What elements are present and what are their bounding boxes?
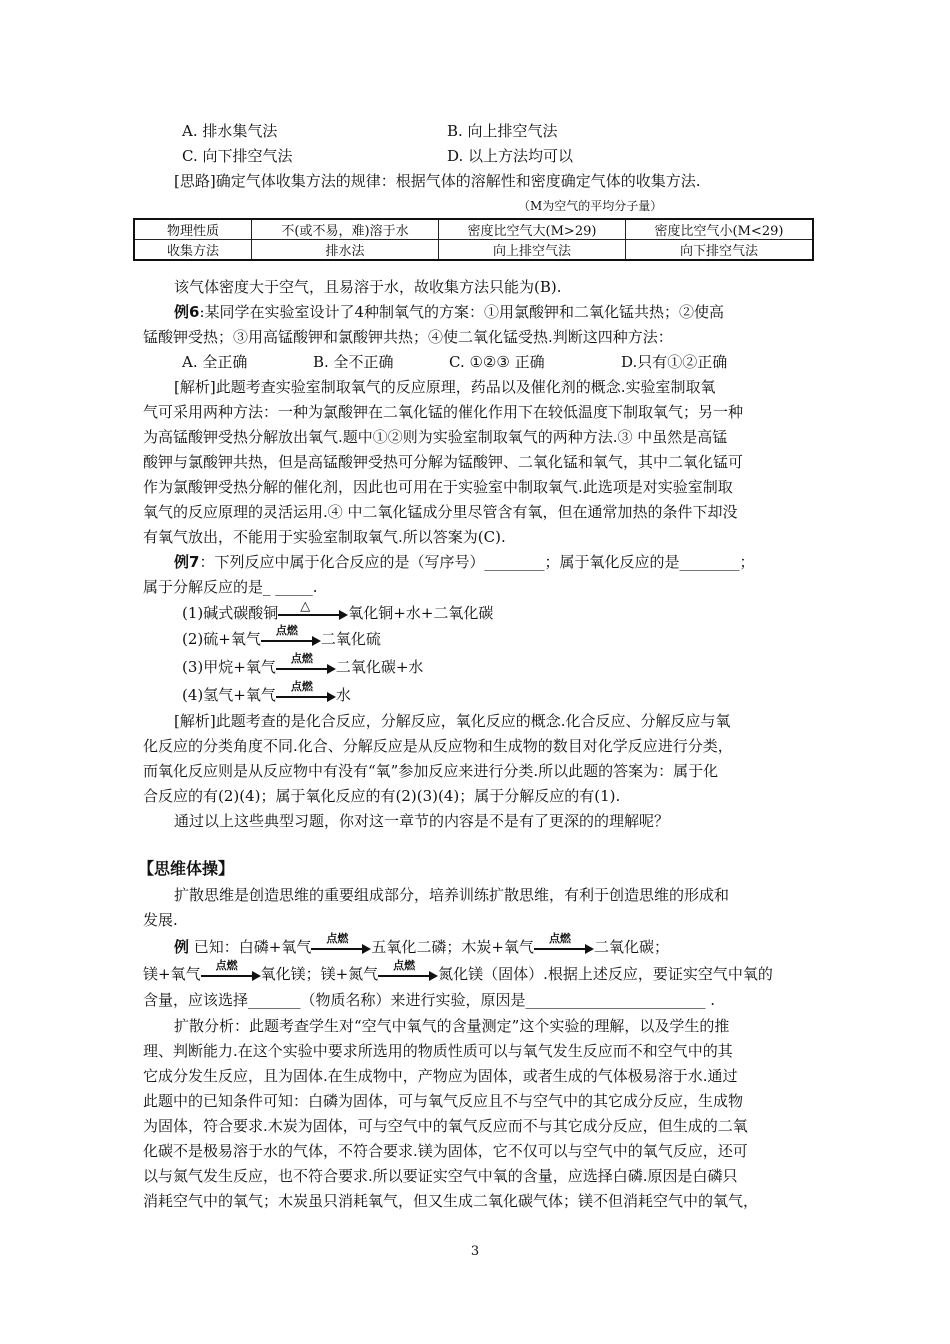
ignite-arrow-icon xyxy=(276,652,336,677)
product: 水 xyxy=(335,686,351,704)
ignite-arrow-icon xyxy=(276,680,336,705)
paragraph-line: 氧气的反应原理的灵活运用.④ 中二氧化锰成分里尽管含有氧，但在通常加热的条件下却没 xyxy=(143,503,738,521)
example-6-text: :某同学在实验室设计了4种制氧气的方案：①用氯酸钾和二氧化锰共热；②使高 xyxy=(199,303,725,321)
condition-label: 点燃 xyxy=(548,932,571,945)
paragraph-line: 合反应的有(2)(4)；属于氧化反应的有(2)(3)(4)；属于分解反应的有(1). xyxy=(143,787,621,805)
table-cell: 排水法 xyxy=(252,240,439,261)
example-text: 氮化镁（固体）.根据上述反应，要证实空气中氧的 xyxy=(438,965,773,983)
ignite-arrow-icon xyxy=(311,932,371,957)
example-7-text: ：下列反应中属于化合反应的是（写序号）________；属于氧化反应的是________； xyxy=(199,553,755,571)
example-text: 二氧化碳； xyxy=(593,938,669,956)
example-6-option-c: C. ①②③ 正确 xyxy=(449,353,545,371)
example-6-line1 xyxy=(174,302,724,322)
paragraph-line: 酸钾与氯酸钾共热，但是高锰酸钾受热可分解为锰酸钾、二氧化锰和氧气，其中二氧化锰可 xyxy=(143,453,744,471)
ignite-arrow-icon xyxy=(378,959,438,984)
paragraph-line: 而氧化反应则是从反应物中有没有“氧”参加反应来进行分类.所以此题的答案为：属于化 xyxy=(143,762,719,780)
table-note: （M为空气的平均分子量） xyxy=(518,199,663,213)
table-row xyxy=(134,219,813,240)
table-cell: 收集方法 xyxy=(134,240,252,261)
product: 二氧化硫 xyxy=(320,630,381,648)
option-a: A. 排水集气法 xyxy=(182,122,278,140)
option-b: B. 向上排空气法 xyxy=(447,122,558,140)
example-6-option-d: D.只有①②正确 xyxy=(621,353,728,371)
option-d: D. 以上方法均可以 xyxy=(447,147,574,165)
product: 氧化铜+水+二氧化碳 xyxy=(348,604,494,622)
ignite-arrow-icon xyxy=(534,932,594,957)
example-7-line2: 属于分解反应的是_ _____. xyxy=(143,578,318,596)
table-cell: 向上排空气法 xyxy=(439,240,626,261)
example-7-line1 xyxy=(174,552,754,572)
condition-label: 点燃 xyxy=(290,680,313,693)
example-6-label: 例6 xyxy=(174,303,200,321)
reactant: (3)甲烷+氧气 xyxy=(182,658,276,676)
condition-label: 点燃 xyxy=(215,959,238,972)
table-cell: 密度比空气大(M>29) xyxy=(439,219,626,240)
paragraph-line: 扩散思维是创造思维的重要组成部分，培养训练扩散思维，有利于创造思维的形成和 xyxy=(174,886,730,904)
table-cell: 物理性质 xyxy=(134,219,252,240)
paragraph-line: 化反应的分类角度不同.化合、分解反应是从反应物和生成物的数目对化学反应进行分类， xyxy=(143,737,733,755)
reaction-3 xyxy=(182,652,424,677)
table-row xyxy=(134,240,813,261)
example-text: 氧化镁；镁+氮气 xyxy=(260,965,379,983)
example-6-option-a: A. 全正确 xyxy=(182,353,248,371)
product: 二氧化碳+水 xyxy=(335,658,424,676)
paragraph-line: 以与氮气发生反应，也不符合要求.所以要证实空气中氧的含量，应选择白磷.原因是白磷只 xyxy=(143,1167,738,1185)
example-label: 例 xyxy=(174,938,190,956)
example-6-line2: 锰酸钾受热；③用高锰酸钾和氯酸钾共热；④使二氧化锰受热.判断这四种方法： xyxy=(143,328,673,346)
paragraph-line: 理、判断能力.在这个实验中要求所选用的物质性质可以与氧气发生反应而不和空气中的其 xyxy=(143,1042,733,1060)
reaction-2 xyxy=(182,624,381,649)
reaction-4 xyxy=(182,680,351,705)
example-line1 xyxy=(174,932,669,957)
heat-arrow-icon xyxy=(278,599,348,623)
paragraph-line: [解析]此题考查实验室制取氧气的反应原理，药品以及催化剂的概念.实验室制取氧 xyxy=(174,378,716,396)
paragraph-line: 为固体，符合要求.木炭为固体，可与空气中的氧气反应而不与其它成分反应，但生成的二氧 xyxy=(143,1117,748,1135)
condition-label: 点燃 xyxy=(290,652,313,665)
siluo-text: [思路]确定气体收集方法的规律：根据气体的溶解性和密度确定气体的收集方法. xyxy=(174,172,701,190)
reactant: (1)碱式碳酸铜 xyxy=(182,604,279,622)
table-cell: 不(或不易，难)溶于水 xyxy=(252,219,439,240)
paragraph-line: 作为氯酸钾受热分解的催化剂，因此也可用在于实验室中制取氧气.此选项是对实验室制取 xyxy=(143,478,733,496)
ignite-arrow-icon xyxy=(261,624,321,649)
reactant: (4)氢气+氧气 xyxy=(182,686,276,704)
paragraph-line: 气可采用两种方法：一种为氯酸钾在二氧化锰的催化作用下在较低温度下制取氧气；另一种 xyxy=(143,403,744,421)
reaction-1 xyxy=(182,599,494,623)
paragraph-line: 消耗空气中的氧气；木炭虽只消耗氧气，但又生成二氧化碳气体；镁不但消耗空气中的氧气， xyxy=(143,1192,759,1210)
table-cell: 密度比空气小(M<29) xyxy=(626,219,814,240)
example-6-option-b: B. 全不正确 xyxy=(313,353,394,371)
example-text: 镁+氧气 xyxy=(143,965,201,983)
paragraph-line: [解析]此题考查的是化合反应，分解反应，氧化反应的概念.化合反应、分解反应与氧 xyxy=(174,712,731,730)
reactant: (2)硫+氧气 xyxy=(182,630,261,648)
paragraph-line: 发展. xyxy=(143,911,178,929)
gas-collection-table xyxy=(133,218,814,261)
condition-label: 点燃 xyxy=(275,624,298,637)
section-title: 【思维体操】 xyxy=(138,859,235,878)
answer-5: 该气体密度大于空气，且易溶于水，故收集方法只能为(B). xyxy=(174,278,562,296)
paragraph-line: 有氧气放出，不能用于实验室制取氧气.所以答案为(C). xyxy=(143,528,506,546)
closing-line: 通过以上这些典型习题，你对这一章节的内容是不是有了更深的的理解呢？ xyxy=(174,812,670,830)
paragraph-line: 它成分发生反应，且为固体.在生成物中，产物应为固体，或者生成的气体极易溶于水.通过 xyxy=(143,1067,738,1085)
condition-label: 点燃 xyxy=(326,932,349,945)
option-c: C. 向下排空气法 xyxy=(182,147,293,165)
example-line3: 含量，应该选择_______（物质名称）来进行实验，原因是________________________ . xyxy=(143,991,716,1009)
example-text: 已知：白磷+氧气 xyxy=(189,938,312,956)
condition-label: 点燃 xyxy=(393,959,416,972)
page-number: 3 xyxy=(470,1244,480,1259)
example-text: 五氧化二磷；木炭+氧气 xyxy=(371,938,534,956)
paragraph-line: 为高锰酸钾受热分解放出氧气.题中①②则为实验室制取氧气的两种方法.③ 中虽然是高锰 xyxy=(143,428,728,446)
paragraph-line: 化碳不是极易溶于水的气体，不符合要求.镁为固体，它不仅可以与空气中的氧气反应，还可 xyxy=(143,1142,748,1160)
table-cell: 向下排空气法 xyxy=(626,240,814,261)
ignite-arrow-icon xyxy=(201,959,261,984)
paragraph-line: 此题中的已知条件可知：白磷为固体，可与氧气反应且不与空气中的其它成分反应，生成物 xyxy=(143,1092,744,1110)
heat-symbol: △ xyxy=(300,599,311,614)
example-7-label: 例7 xyxy=(174,553,200,571)
example-line2 xyxy=(143,959,773,984)
paragraph-line: 扩散分析：此题考查学生对“空气中氧气的含量测定”这个实验的理解，以及学生的推 xyxy=(174,1017,730,1035)
